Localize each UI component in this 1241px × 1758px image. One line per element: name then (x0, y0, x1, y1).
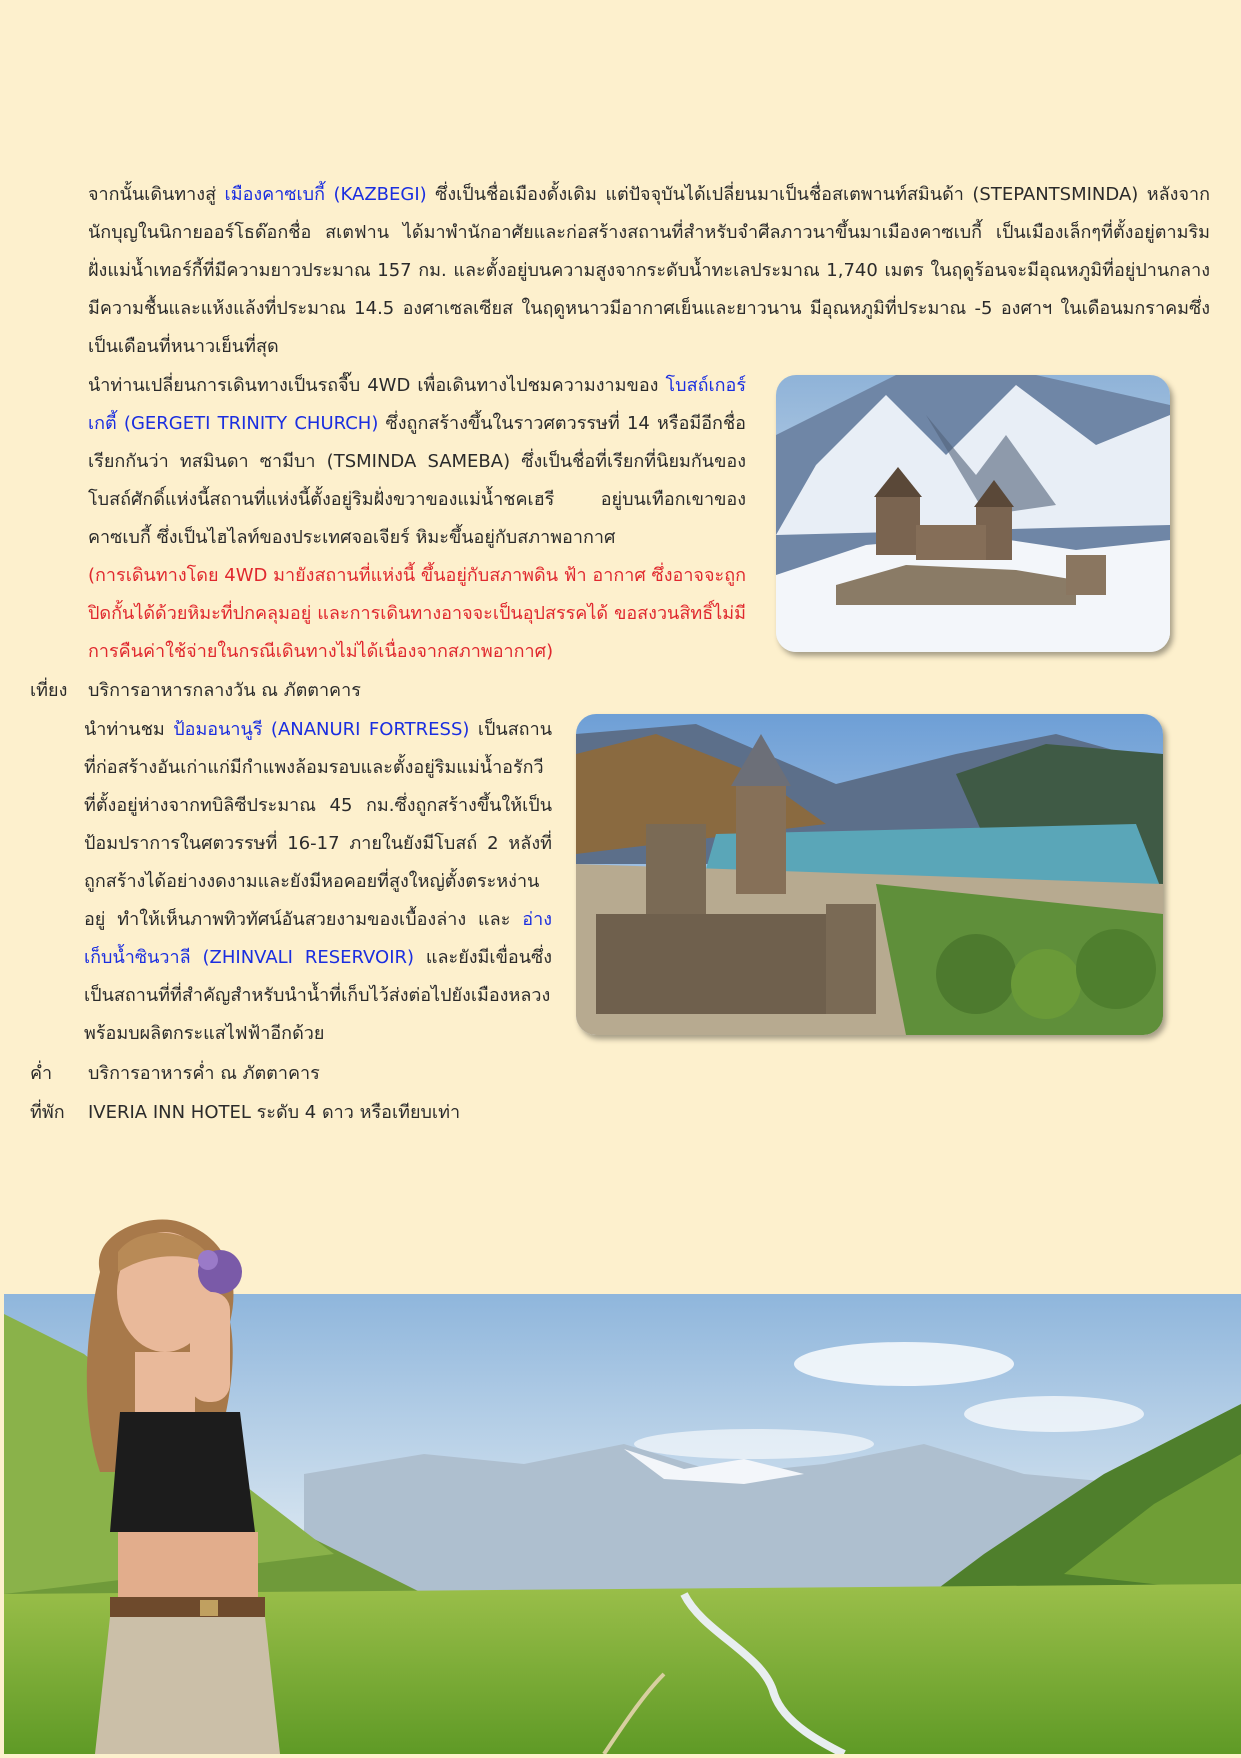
kazbegi-highlight: เมืองคาซเบกี้ (KAZBEGI) (224, 184, 427, 205)
gergeti-church-photo (776, 375, 1170, 652)
zhinvali-highlight: อ่างเก็บน้ำซินวาลี (ZHINVALI RESERVOIR) (84, 909, 552, 968)
woman-with-flowers-image (40, 1212, 330, 1754)
hotel-value: IVERIA INN HOTEL ระดับ 4 ดาว หรือเทียบเท่า (88, 1102, 461, 1123)
ananuri-fortress-photo (576, 714, 1163, 1035)
gergeti-highlight: โบสถ์เกอร์เกตี้ (GERGETI TRINITY CHURCH) (88, 375, 746, 434)
dinner-label: ค่ำ (30, 1063, 53, 1084)
gergeti-paragraph (88, 367, 746, 671)
intro-paragraph (88, 176, 1210, 366)
ananuri-highlight: ป้อมอนานูรี (ANANURI FORTRESS) (173, 719, 470, 740)
dinner-value: บริการอาหารค่ำ ณ ภัตตาคาร (88, 1063, 320, 1084)
ananuri-text-mid: เป็นสถานที่ก่อสร้างอันเก่าแก่มีกำแพงล้อมรอบและตั้งอยู่ริมแม่น้ำอรักวี ที่ตั้งอยู่ห่างจากทบิลิซีประมาณ 45 กม.ซึ่งถูกสร้างขึ้นให้เป็นป้อมปราการในศตวรรษที่ 16-17 ภายในยังมีโบสถ์ 2 หลังที่ถูกสร้างได้อย่างงดงามและยังมีหอคอยที่สูงใหญ่ตั้งตระหง่านอยู่ ทำให้เห็นภาพทิวทัศน์อันสวยงามของเบื้องล่าง และ (84, 719, 552, 930)
ananuri-text-rest: และยังมีเขื่อนซึ่งเป็นสถานที่ที่สำคัญสำหรับนำน้ำที่เก็บไว้ส่งต่อไปยังเมืองหลวง พร้อมบผลิตกระแสไฟฟ้าอีกด้วย (84, 947, 552, 1044)
lunch-value: บริการอาหารกลางวัน ณ ภัตตาคาร (88, 680, 361, 701)
intro-text-rest: ซึ่งเป็นชื่อเมืองดั้งเดิม แต่ปัจจุบันได้เปลี่ยนมาเป็นชื่อสเตพานท์สมินด้า (STEPANTSMINDA) หลังจาก นักบุญในนิกายออร์โธด๊อกชื่อ สเตฟาน ได้มาพำนักอาศัยและก่อสร้างสถานที่สำหรับจำศีลภาวนาขึ้นมาเมืองคาซเบกี้ เป็นเมืองเล็กๆที่ตั้งอยู่ตามริม ฝั่งแม่น้ำเทอร์กี้ที่มีความยาวประมาณ 157 กม. และตั้งอยู่บนความสูงจากระดับน้ำทะเลประมาณ 1,740 เมตร ในฤดูร้อนจะมีอุณหภูมิที่อยู่ปานกลางมีความชื้นและแห้งแล้งที่ประมาณ 14.5 องศาเซลเซียส ในฤดูหนาวมีอากาศเย็นและยาวนาน มีอุณหภูมิที่ประมาณ -5 องศาฯ ในเดือนมกราคมซึ่งเป็นเดือนที่หนาวเย็นที่สุด (88, 184, 1211, 357)
ananuri-text-start: นำท่านชม (84, 719, 174, 740)
hotel-label: ที่พัก (30, 1102, 65, 1123)
ananuri-paragraph (84, 711, 552, 1053)
gergeti-text-start: นำท่านเปลี่ยนการเดินทางเป็นรถจี๊บ 4WD เพื่อเดินทางไปชมความงามของ (88, 375, 666, 396)
gergeti-text-rest: ซึ่งถูกสร้างขึ้นในราวศตวรรษที่ 14 หรือมีอีกชื่อเรียกกันว่า ทสมินดา ซามีบา (TSMINDA SAMEBA) ซึ่งเป็นชื่อที่เรียกที่นิยมกันของโบสถ์ศักดิ์แห่งนี้สถานที่แห่งนี้ตั้งอยู่ริมฝั่งขวาของแม่น้ำชคเฮรี อยู่บนเทือกเขาของคาซเบกี้ ซึ่งเป็นไฮไลท์ของประเทศจอเจียร์ หิมะขึ้นอยู่กับสภาพอากาศ (88, 413, 746, 548)
weather-note: (การเดินทางโดย 4WD มายังสถานที่แห่งนี้ ขึ้นอยู่กับสภาพดิน ฟ้า อากาศ ซึ่งอาจจะถูกปิดกั้นได้ด้วยหิมะที่ปกคลุมอยู่ และการเดินทางอาจจะเป็นอุปสรรคได้ ขอสงวนสิทธิ์ไม่มีการคืนค่าใช้จ่ายในกรณีเดินทางไม่ได้เนื่องจากสภาพอากาศ) (88, 565, 746, 662)
intro-text-start: จากนั้นเดินทางสู่ (88, 184, 225, 205)
lunch-label: เที่ยง (30, 680, 68, 701)
